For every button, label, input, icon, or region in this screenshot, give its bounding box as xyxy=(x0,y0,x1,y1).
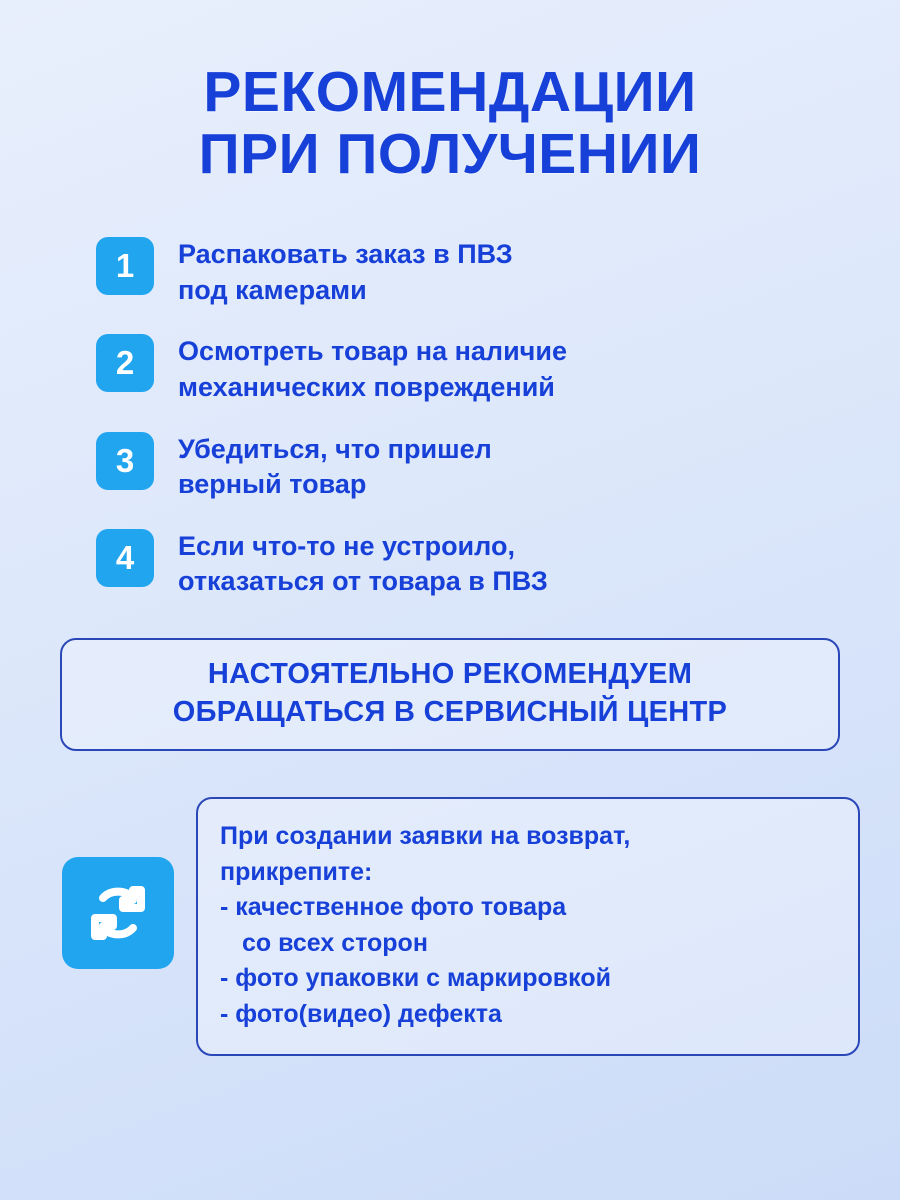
step-text-line-2: механических повреждений xyxy=(178,371,555,402)
service-center-line-2: ОБРАЩАТЬСЯ В СЕРВИСНЫЙ ЦЕНТР xyxy=(172,695,728,728)
return-line-1: При создании заявки на возврат, xyxy=(220,822,631,851)
return-line-2: прикрепите: xyxy=(220,857,373,886)
page-title-line-2: ПРИ ПОЛУЧЕНИИ xyxy=(198,121,702,186)
page-title xyxy=(40,0,860,185)
step-text-line-1: Распаковать заказ в ПВЗ xyxy=(178,239,513,270)
return-line-4: со всех сторон xyxy=(242,928,428,957)
return-section xyxy=(40,797,860,1056)
step-number-badge: 3 xyxy=(96,432,154,490)
list-item xyxy=(96,428,860,503)
service-center-line-1: НАСТОЯТЕЛЬНО РЕКОМЕНДУЕМ xyxy=(207,658,693,691)
step-text xyxy=(178,525,548,600)
step-number-badge: 2 xyxy=(96,334,154,392)
return-line-5: - фото упаковки с маркировкой xyxy=(220,964,611,993)
step-number-badge: 4 xyxy=(96,529,154,587)
list-item xyxy=(96,330,860,405)
return-line-6: - фото(видео) дефекта xyxy=(220,999,502,1028)
return-instructions-box xyxy=(196,797,860,1056)
step-text-line-1: Если что-то не устроило, xyxy=(178,530,515,561)
list-item xyxy=(96,233,860,308)
step-text-line-1: Убедиться, что пришел xyxy=(178,433,492,464)
list-item xyxy=(96,525,860,600)
page-title-line-1: РЕКОМЕНДАЦИИ xyxy=(203,60,697,124)
step-text xyxy=(178,428,492,503)
steps-list xyxy=(40,233,860,600)
step-text xyxy=(178,233,513,308)
step-text-line-2: отказаться от товара в ПВЗ xyxy=(178,566,548,597)
step-text-line-1: Осмотреть товар на наличие xyxy=(178,336,567,367)
step-text-line-2: под камерами xyxy=(178,274,367,305)
step-number-badge: 1 xyxy=(96,237,154,295)
refresh-exchange-icon xyxy=(62,857,174,969)
return-line-3: - качественное фото товара xyxy=(220,893,567,922)
service-center-callout xyxy=(60,638,840,751)
step-text-line-2: верный товар xyxy=(178,469,367,500)
step-text xyxy=(178,330,567,405)
